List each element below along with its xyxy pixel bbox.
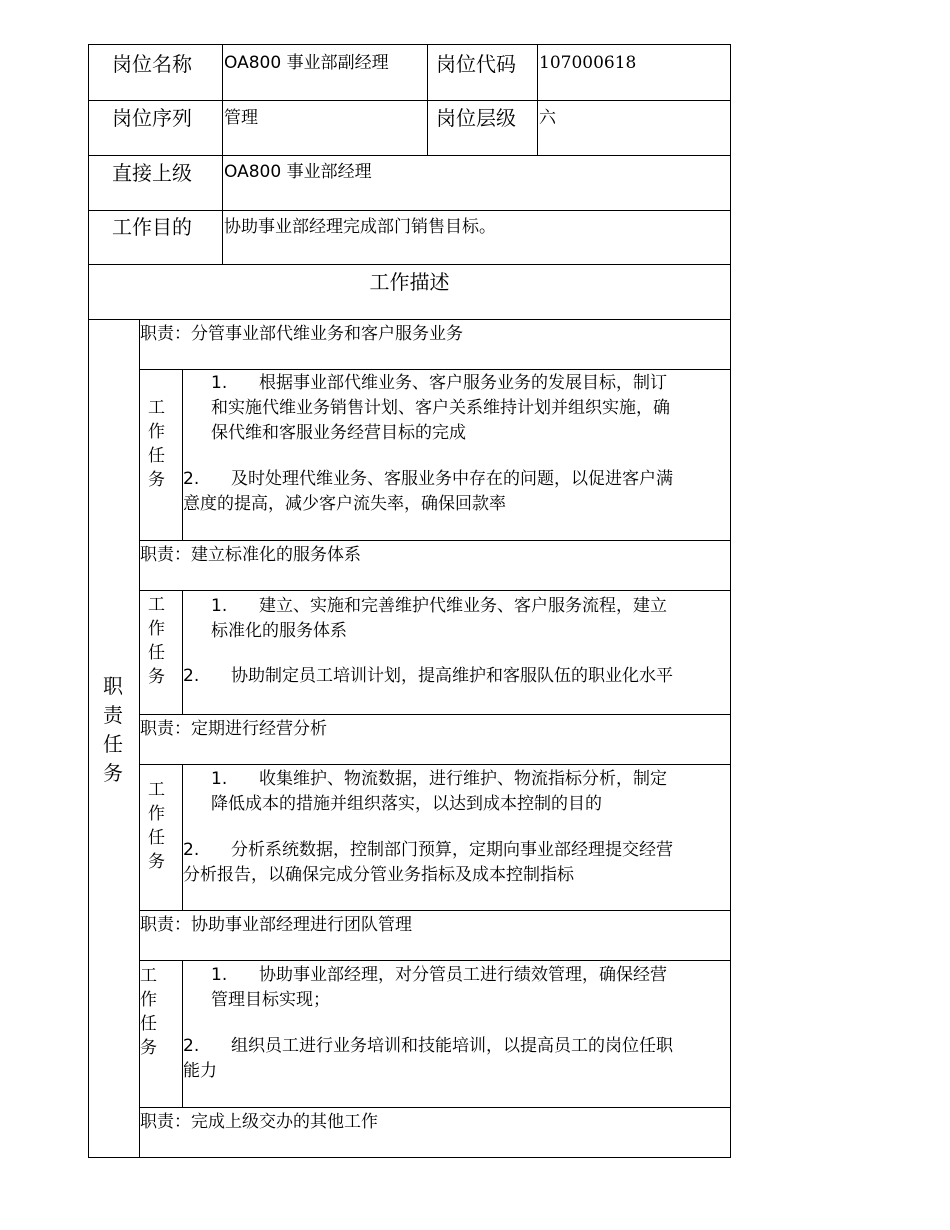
duty-responsibility: 职责：定期进行经营分析 [140, 719, 327, 739]
position-name-label: 岗位名称 [112, 52, 192, 76]
position-name-value: OA800 事业部副经理 [224, 53, 389, 73]
task-item: 2. 协助制定员工培训计划，提高维护和客服队伍的职业化水平 [183, 666, 673, 686]
work-purpose-value: 协助事业部经理完成部门销售目标。 [224, 217, 496, 237]
task-label: 工 作 任 务 [140, 966, 157, 1058]
task-item: 2. 组织员工进行业务培训和技能培训，以提高员工的岗位任职 能力 [183, 1036, 673, 1081]
work-description-title: 工作描述 [369, 270, 450, 294]
task-label: 工 作 任 务 [148, 398, 165, 490]
duties-side-label: 职 责 任 务 [103, 674, 123, 785]
position-series-value: 管理 [224, 108, 258, 128]
task-item: 1. 协助事业部经理，对分管员工进行绩效管理，确保经营 管理目标实现； [211, 965, 667, 1010]
task-item: 1. 建立、实施和完善维护代维业务、客户服务流程，建立 标准化的服务体系 [211, 596, 667, 641]
position-level-value: 六 [539, 108, 556, 128]
position-code-label: 岗位代码 [436, 52, 516, 76]
task-item: 1. 收集维护、物流数据，进行维护、物流指标分析，制定 降低成本的措施并组织落实，以达到成本控制的目的 [211, 769, 667, 814]
duty-responsibility-last: 职责：完成上级交办的其他工作 [140, 1112, 378, 1132]
duty-responsibility: 职责：建立标准化的服务体系 [140, 545, 361, 565]
direct-superior-label: 直接上级 [112, 161, 192, 185]
task-label: 工 作 任 务 [148, 595, 165, 687]
duty-responsibility: 职责：分管事业部代维业务和客户服务业务 [140, 324, 463, 344]
task-label: 工 作 任 务 [148, 780, 165, 872]
task-item: 1. 根据事业部代维业务、客户服务业务的发展目标，制订 和实施代维业务销售计划、客户关系维持计划并组织实施，确 保代维和客服业务经营目标的完成 [211, 373, 670, 443]
work-purpose-label: 工作目的 [112, 215, 192, 239]
position-level-label: 岗位层级 [436, 106, 516, 130]
task-item: 2. 分析系统数据，控制部门预算，定期向事业部经理提交经营 分析报告，以确保完成分管业务指标及成本控制指标 [183, 840, 673, 885]
direct-superior-value: OA800 事业部经理 [224, 162, 372, 182]
duty-responsibility: 职责：协助事业部经理进行团队管理 [140, 915, 412, 935]
task-item: 2. 及时处理代维业务、客服业务中存在的问题，以促进客户满 意度的提高，减少客户流失率，确保回款率 [183, 469, 673, 514]
position-code-value: 107000618 [539, 53, 637, 73]
position-series-label: 岗位序列 [112, 106, 192, 130]
